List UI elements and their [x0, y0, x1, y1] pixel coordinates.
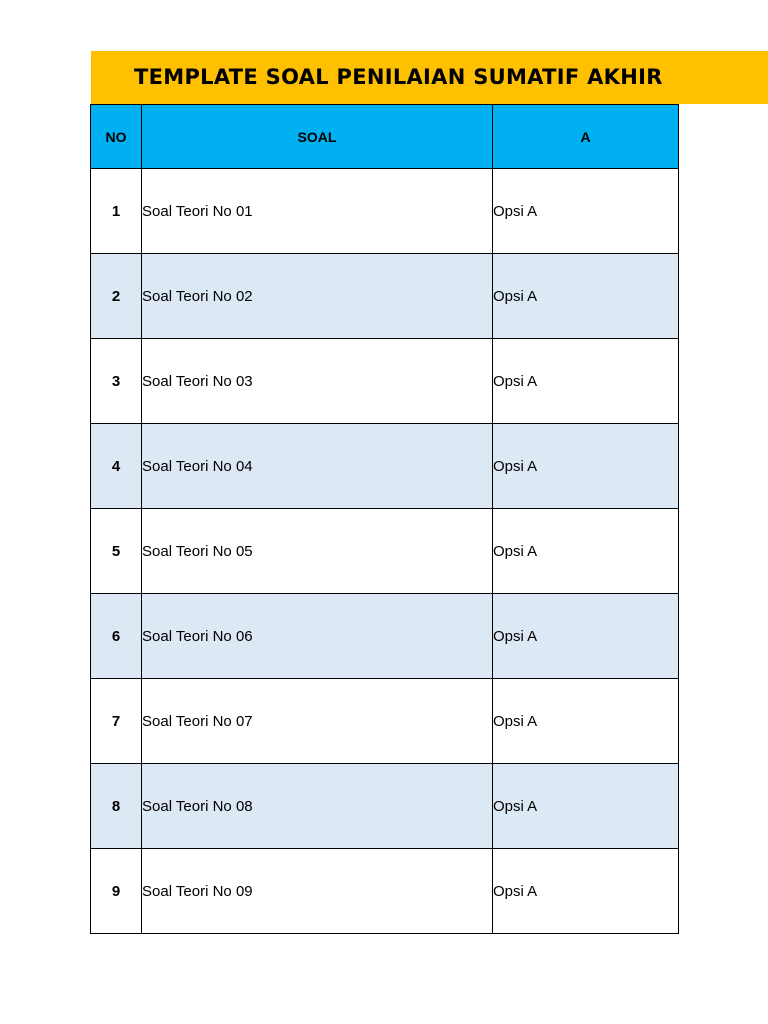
table-row — [91, 169, 679, 254]
cell-no[interactable]: 8 — [91, 764, 142, 849]
cell-soal[interactable]: Soal Teori No 02 — [142, 254, 493, 339]
cell-a[interactable]: Opsi A — [493, 849, 679, 934]
cell-a[interactable]: Opsi A — [493, 679, 679, 764]
cell-soal[interactable]: Soal Teori No 07 — [142, 679, 493, 764]
question-table — [90, 104, 679, 934]
table-row — [91, 339, 679, 424]
header-row — [91, 105, 679, 169]
cell-soal[interactable]: Soal Teori No 03 — [142, 339, 493, 424]
table-row — [91, 679, 679, 764]
table-row — [91, 254, 679, 339]
cell-no[interactable]: 9 — [91, 849, 142, 934]
title-clip — [91, 51, 677, 104]
cell-soal[interactable]: Soal Teori No 08 — [142, 764, 493, 849]
table-row — [91, 509, 679, 594]
cell-a[interactable]: Opsi A — [493, 254, 679, 339]
cell-no[interactable]: 7 — [91, 679, 142, 764]
cell-a[interactable]: Opsi A — [493, 424, 679, 509]
table-row — [91, 424, 679, 509]
cell-soal[interactable]: Soal Teori No 09 — [142, 849, 493, 934]
cell-no[interactable]: 4 — [91, 424, 142, 509]
cell-soal[interactable]: Soal Teori No 01 — [142, 169, 493, 254]
header-a[interactable]: A — [493, 105, 679, 169]
cell-no[interactable]: 6 — [91, 594, 142, 679]
cell-no[interactable]: 3 — [91, 339, 142, 424]
document-title: TEMPLATE SOAL PENILAIAN SUMATIF AKHIR — [134, 65, 663, 89]
table-row — [91, 849, 679, 934]
cell-a[interactable]: Opsi A — [493, 764, 679, 849]
cell-no[interactable]: 5 — [91, 509, 142, 594]
cell-soal[interactable]: Soal Teori No 05 — [142, 509, 493, 594]
table-row — [91, 594, 679, 679]
cell-a[interactable]: Opsi A — [493, 594, 679, 679]
cell-a[interactable]: Opsi A — [493, 339, 679, 424]
header-soal[interactable]: SOAL — [142, 105, 493, 169]
cell-soal[interactable]: Soal Teori No 06 — [142, 594, 493, 679]
cell-soal[interactable]: Soal Teori No 04 — [142, 424, 493, 509]
cell-no[interactable]: 2 — [91, 254, 142, 339]
cell-no[interactable]: 1 — [91, 169, 142, 254]
title-bar — [91, 51, 768, 104]
table-row — [91, 764, 679, 849]
cell-a[interactable]: Opsi A — [493, 509, 679, 594]
header-no[interactable]: NO — [91, 105, 142, 169]
cell-a[interactable]: Opsi A — [493, 169, 679, 254]
